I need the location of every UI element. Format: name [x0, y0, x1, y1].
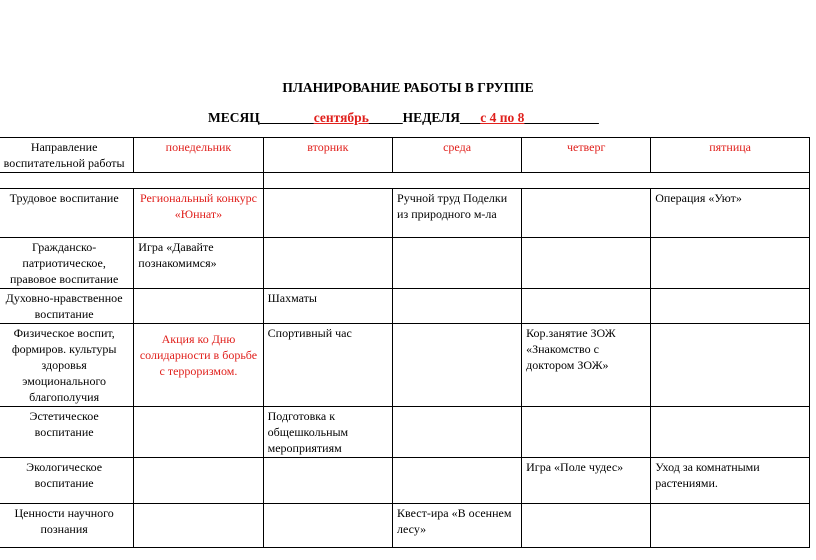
table-cell [134, 458, 263, 504]
table-row [0, 289, 810, 324]
table-cell [522, 504, 651, 548]
table-cell [522, 407, 651, 458]
header-friday: пятница [651, 138, 810, 173]
table-cell [651, 407, 810, 458]
header-monday: понедельник [134, 138, 263, 173]
row-direction: Гражданско-патриотическое, правовое воспитание [0, 238, 134, 289]
table-cell: Квест-ира «В осеннем лесу» [393, 504, 522, 548]
table-cell [651, 324, 810, 407]
header-thursday: четверг [522, 138, 651, 173]
table-row [0, 407, 810, 458]
table-cell: Шахматы [263, 289, 392, 324]
week-value: с 4 по 8 [480, 110, 525, 125]
header-row [0, 138, 810, 173]
page-title: ПЛАНИРОВАНИЕ РАБОТЫ В ГРУППЕ [282, 80, 534, 95]
row-direction: Эстетическое воспитание [0, 407, 134, 458]
row-direction: Физическое воспит, формиров. культуры здоровья эмоционального благополучия [0, 324, 134, 407]
table-cell: Операция «Уют» [651, 189, 810, 238]
table-cell: Региональный конкурс «Юннат» [134, 189, 263, 238]
month-value: сентябрь [313, 110, 369, 125]
daily-empty [0, 173, 263, 189]
table-cell [522, 189, 651, 238]
table-cell [134, 407, 263, 458]
table-cell [393, 238, 522, 289]
table-row [0, 238, 810, 289]
week-blank-1: ___ [460, 110, 481, 125]
header-wednesday: среда [393, 138, 522, 173]
month-blank-2: _____ [368, 110, 403, 125]
week-label: НЕДЕЛЯ [402, 110, 461, 125]
table-cell [651, 504, 810, 548]
table-cell: Уход за комнатными растениями. [651, 458, 810, 504]
table-cell [263, 504, 392, 548]
table-cell: Акция ко Дню солидарности в борьбе с терроризмом. [134, 324, 263, 407]
row-direction: Трудовое воспитание [0, 189, 134, 238]
table-cell [134, 504, 263, 548]
table-cell [393, 289, 522, 324]
table-cell [263, 238, 392, 289]
table-row [0, 504, 810, 548]
daily-row [0, 173, 810, 189]
table-cell: Ручной труд Поделки из природного м-ла [393, 189, 522, 238]
table-cell [263, 458, 392, 504]
table-cell [651, 238, 810, 289]
table-cell: Кор.занятие ЗОЖ «Знакомство с доктором ЗОЖ» [522, 324, 651, 407]
month-blank-1: ________ [259, 110, 314, 125]
header-direction: Направление воспитательной работы [0, 138, 134, 173]
row-direction: Ценности научного познания [0, 504, 134, 548]
table-cell: Игра «Давайте познакомимся» [134, 238, 263, 289]
plan-table [0, 137, 810, 548]
week-blank-2: ___________ [524, 110, 599, 125]
table-cell [393, 324, 522, 407]
table-row [0, 458, 810, 504]
table-cell: Спортивный час [263, 324, 392, 407]
daily-note [263, 173, 809, 189]
table-cell [393, 407, 522, 458]
table-cell [263, 189, 392, 238]
row-direction: Экологическое воспитание [0, 458, 134, 504]
table-cell [522, 238, 651, 289]
table-cell [134, 289, 263, 324]
table-cell: Подготовка к общешкольным мероприятиям [263, 407, 392, 458]
header-tuesday: вторник [263, 138, 392, 173]
table-cell [651, 289, 810, 324]
table-row [0, 189, 810, 238]
table-cell: Игра «Поле чудес» [522, 458, 651, 504]
table-cell [522, 289, 651, 324]
row-direction: Духовно-нравственное воспитание [0, 289, 134, 324]
month-week-line [208, 110, 599, 126]
table-row [0, 324, 810, 407]
month-label: МЕСЯЦ [208, 110, 260, 125]
table-cell [393, 458, 522, 504]
